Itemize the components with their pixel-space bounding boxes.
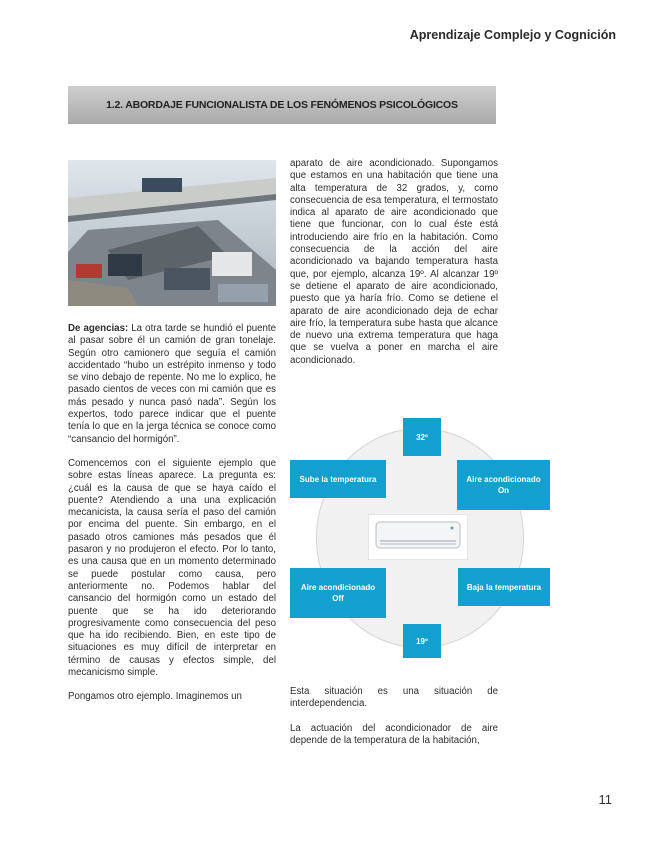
box-32-degrees: 32º bbox=[403, 418, 441, 456]
box-ac-off: Aire acondicionado Off bbox=[290, 568, 386, 618]
body-paragraph: aparato de aire acondicionado. Supongamos que estamos en una habitación que tiene una alta temperatura de 32 grados, y, como consecuencia de esa temperatura, el termostato indica al aparato de aire acondicionado que tiene que funcionar, con lo cual éste está introduciendo aire frío en la habitación. Como consecuencia de la acción del aire acondicionado va bajando temperatura hasta que, por ejemplo, alcanza 19º. Al alcanzar 19º se detiene el aparato de aire acondicionado, puesto que ya haría frío. Como se detiene el aparato de aire acondicionado deja de echar aire frío, la temperatura sube hasta que alcance de nuevo una extrema temperatura que haga que se vuelva a poner en marcha el aire acondicionado. bbox=[290, 158, 498, 366]
lead-text: La otra tarde se hundió el puente al pasar sobre él un camión de gran tonelaje. Según otro camionero que seguía el camión accidentado “hubo un estrépito inmenso y todo se vino debajo de repente. No me lo explico, he pasado cientos de veces con mi camión que es más pesado y nunca pasó nada”. Según los expertos, todo parece indicar que el puente tenía lo que en la jerga técnica se conoce como “cansancio del hormigón”. bbox=[68, 323, 276, 445]
body-paragraph: Comencemos con el siguiente ejemplo que sobre estas líneas aparece. La pregunta es: ¿cuál es la causa de que se haya caído el puente? Atendiendo a una una explicación mecanicista, la causa sería el paso del camión por encima del puente. Sin embargo, en el pasado otros camiones más pesados que él pasaron y no produjeron el efecto. Por lo tanto, es una causa que en un momento determinado se puede postular como causa, pero anteriormente no. Podemos hablar del cansancio del hormigón como un estado del puente que se ha ido deteriorando progresivamente como consecuencia del peso que ha ido recibiendo. Bien, en este tipo de situaciones es muy difícil de interpretar en término de causas y efectos simple, del mecanicismo simple. bbox=[68, 457, 276, 679]
body-paragraph: Esta situación es una situación de interdependencia. bbox=[290, 686, 498, 710]
body-paragraph: La actuación del acondicionador de aire depende de la temperatura de la habitación, bbox=[290, 722, 498, 746]
box-temperature-drops: Baja la temperatura bbox=[458, 568, 550, 606]
right-column-top bbox=[290, 158, 498, 379]
right-column-bottom bbox=[290, 686, 498, 759]
lead-label: De agencias: bbox=[68, 323, 129, 334]
running-header: Aprendizaje Complejo y Cognición bbox=[409, 28, 616, 42]
collapsed-bridge-photo bbox=[68, 160, 276, 306]
body-paragraph: Pongamos otro ejemplo. Imaginemos un bbox=[68, 691, 242, 703]
page-number: 11 bbox=[598, 792, 612, 807]
air-conditioner-icon bbox=[368, 514, 468, 560]
box-ac-on: Aire acondicionado On bbox=[457, 460, 550, 510]
section-title-band bbox=[68, 86, 496, 124]
left-column bbox=[68, 323, 276, 716]
box-temperature-rises: Sube la temperatura bbox=[290, 460, 386, 498]
box-19-degrees: 19º bbox=[403, 624, 441, 658]
thermostat-cycle-diagram bbox=[290, 418, 550, 658]
section-title: 1.2. ABORDAJE FUNCIONALISTA DE LOS FENÓMENOS PSICOLÓGICOS bbox=[106, 99, 458, 111]
news-paragraph bbox=[68, 323, 276, 446]
